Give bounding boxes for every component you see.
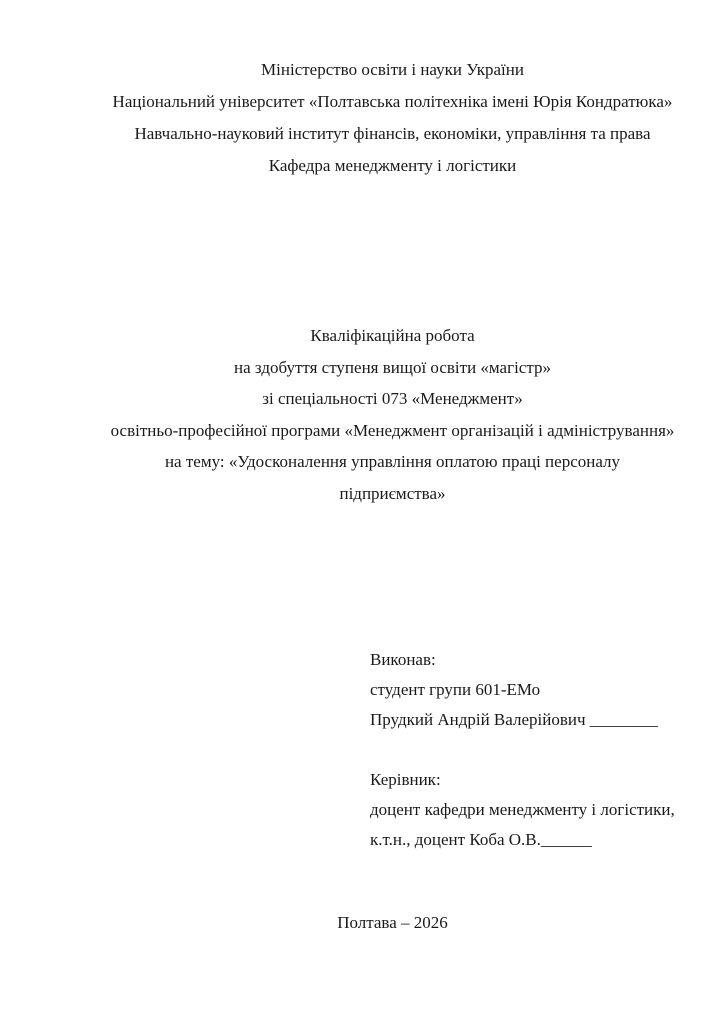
executor-role-label: Виконав: bbox=[370, 650, 436, 669]
executor-block bbox=[370, 645, 675, 735]
city-year-line: Полтава – 2026 bbox=[337, 913, 448, 932]
university-line: Національний університет «Полтавська політехніка імені Юрія Кондратюка» bbox=[112, 92, 673, 111]
thesis-title-block bbox=[96, 320, 689, 509]
supervisor-position-line: доцент кафедри менеджменту і логістики, bbox=[370, 800, 675, 819]
supervisor-role-label: Керівник: bbox=[370, 770, 441, 789]
program-line: освітньо-професійної програми «Менеджмент організацій і адміністрування» bbox=[110, 420, 675, 440]
institution-header bbox=[96, 54, 689, 182]
footer bbox=[96, 908, 689, 938]
credits-block bbox=[370, 645, 675, 855]
supervisor-name-signature-line: к.т.н., доцент Коба О.В.______ bbox=[370, 830, 592, 849]
ministry-line: Міністерство освіти і науки України bbox=[261, 60, 524, 79]
specialty-line: зі спеціальності 073 «Менеджмент» bbox=[262, 389, 523, 408]
topic-line-1: на тему: «Удосконалення управління оплатою праці персоналу bbox=[164, 452, 621, 471]
credits-spacer bbox=[370, 735, 675, 765]
executor-group-line: студент групи 601-ЕМо bbox=[370, 680, 541, 699]
supervisor-block bbox=[370, 765, 675, 855]
degree-line: на здобуття ступеня вищої освіти «магістр» bbox=[234, 357, 551, 377]
executor-name-signature-line: Прудкий Андрій Валерійович ________ bbox=[370, 710, 658, 729]
topic-line-2: підприємства» bbox=[339, 483, 446, 503]
work-type-line: Кваліфікаційна робота bbox=[310, 326, 475, 345]
department-line: Кафедра менеджменту і логістики bbox=[268, 156, 517, 175]
institute-line: Навчально-науковий інститут фінансів, економіки, управління та права bbox=[134, 124, 651, 143]
